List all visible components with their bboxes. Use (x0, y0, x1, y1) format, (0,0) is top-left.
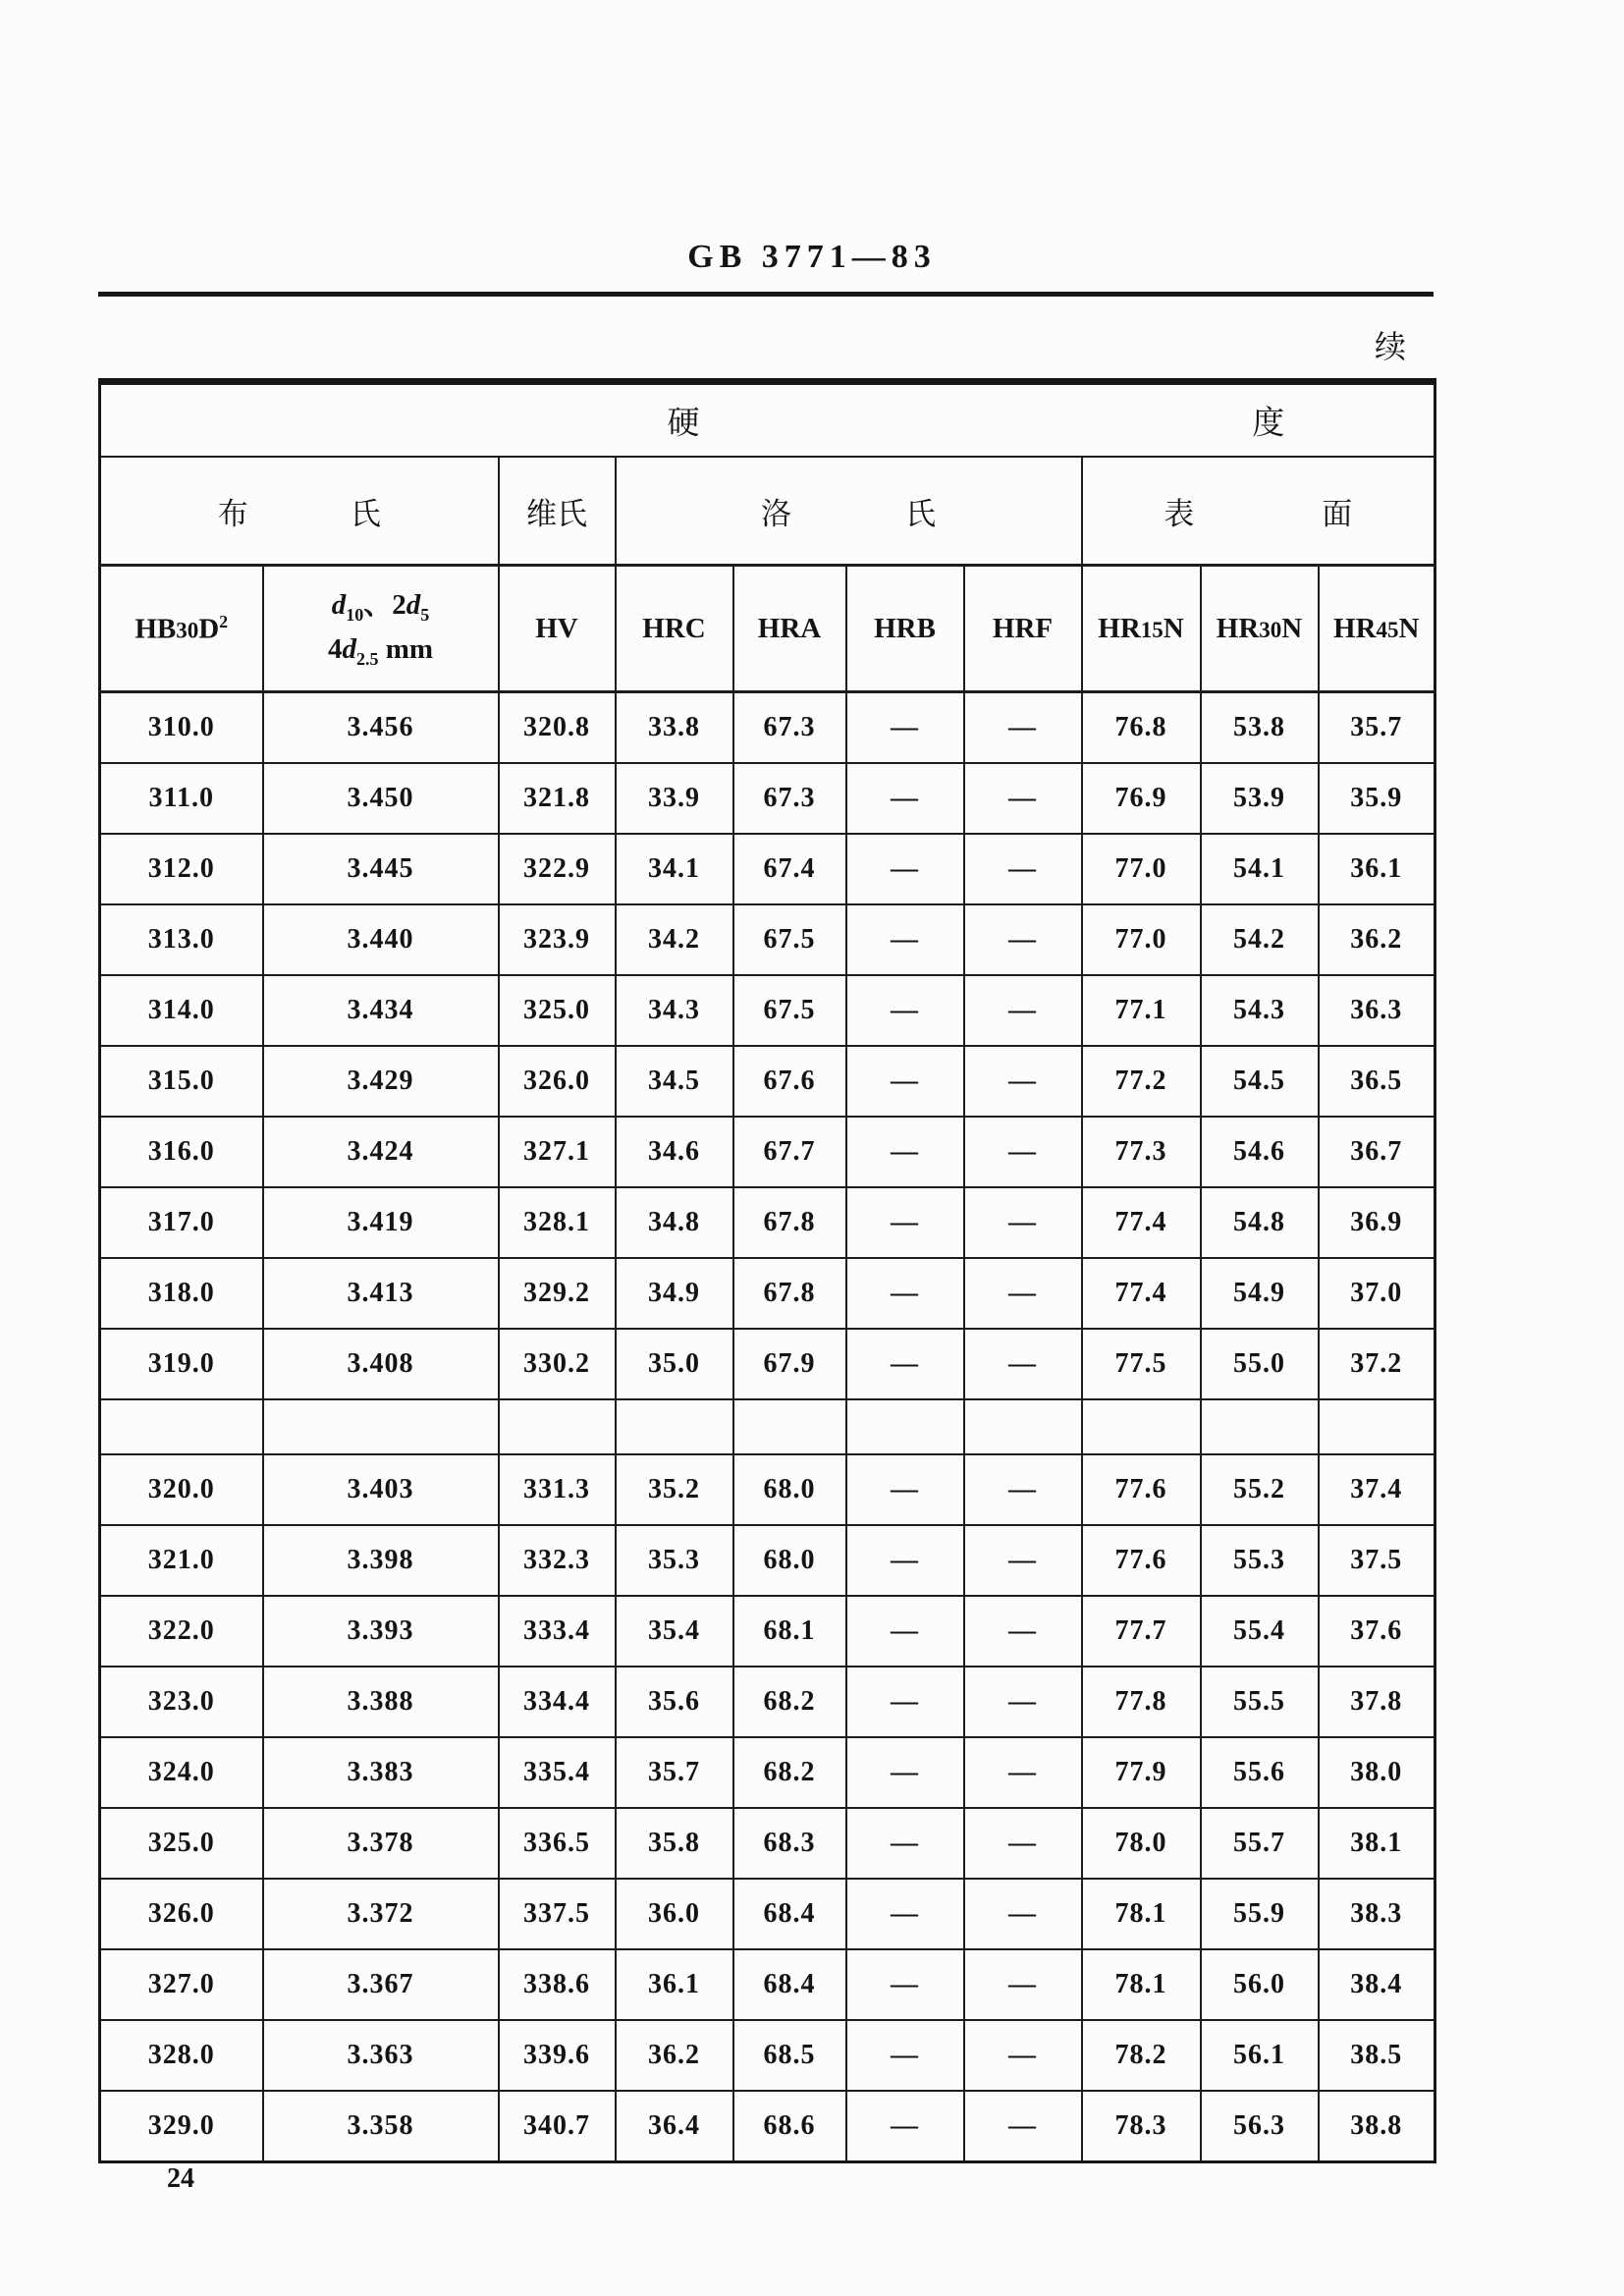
table-row (100, 1949, 1435, 2020)
cell-hr15n: 77.4 (1082, 1187, 1201, 1258)
table-row (100, 692, 1435, 764)
cell-hb: 318.0 (100, 1258, 263, 1329)
table-body (100, 692, 1435, 2162)
cell-hr45n: 37.8 (1319, 1667, 1435, 1737)
cell-d: 3.419 (263, 1187, 499, 1258)
cell-hrc (616, 1399, 733, 1454)
cell-hra: 67.6 (733, 1046, 846, 1117)
cell-hra: 68.2 (733, 1667, 846, 1737)
table-row (100, 1187, 1435, 1258)
cell-hr15n: 77.8 (1082, 1667, 1201, 1737)
cell-hr45n: 37.5 (1319, 1525, 1435, 1596)
cell-hr15n: 77.0 (1082, 904, 1201, 975)
column-header-hra: HRA (733, 566, 846, 692)
surface-char-1: 表 (1164, 496, 1195, 531)
cell-hrf: — (964, 1808, 1082, 1879)
cell-hrf: — (964, 2020, 1082, 2091)
cell-hb: 323.0 (100, 1667, 263, 1737)
cell-hr15n: 77.4 (1082, 1258, 1201, 1329)
cell-hr45n: 38.8 (1319, 2091, 1435, 2162)
cell-hr30n: 53.8 (1201, 692, 1319, 764)
cell-hrc: 34.9 (616, 1258, 733, 1329)
cell-hra: 68.4 (733, 1879, 846, 1949)
cell-hr45n: 37.6 (1319, 1596, 1435, 1667)
cell-hrf: — (964, 904, 1082, 975)
cell-hr30n: 55.7 (1201, 1808, 1319, 1879)
cell-hr45n: 38.4 (1319, 1949, 1435, 2020)
cell-hr15n: 77.3 (1082, 1117, 1201, 1187)
cell-hrb (846, 1399, 964, 1454)
cell-hrb: — (846, 1737, 964, 1808)
cell-hrc: 34.5 (616, 1046, 733, 1117)
column-header-hrf: HRF (964, 566, 1082, 692)
cell-hrb: — (846, 2020, 964, 2091)
cell-hr15n (1082, 1399, 1201, 1454)
table-row (100, 1329, 1435, 1399)
table-row (100, 1808, 1435, 1879)
cell-hrc: 36.2 (616, 2020, 733, 2091)
cell-hrb: — (846, 1117, 964, 1187)
cell-hr45n: 38.0 (1319, 1737, 1435, 1808)
cell-hr15n: 78.1 (1082, 1949, 1201, 2020)
cell-hrb: — (846, 1879, 964, 1949)
cell-hr45n: 35.9 (1319, 763, 1435, 834)
cell-hrf: — (964, 1879, 1082, 1949)
cell-hr45n: 36.9 (1319, 1187, 1435, 1258)
cell-hra: 67.8 (733, 1187, 846, 1258)
cell-hr45n: 38.1 (1319, 1808, 1435, 1879)
cell-hra: 68.1 (733, 1596, 846, 1667)
cell-hv: 321.8 (499, 763, 616, 834)
cell-hrc: 36.4 (616, 2091, 733, 2162)
cell-hra: 67.8 (733, 1258, 846, 1329)
cell-hrc: 35.7 (616, 1737, 733, 1808)
cell-hr30n: 55.3 (1201, 1525, 1319, 1596)
cell-hrb: — (846, 692, 964, 764)
cell-d: 3.408 (263, 1329, 499, 1399)
cell-d: 3.445 (263, 834, 499, 904)
cell-hv: 327.1 (499, 1117, 616, 1187)
cell-hb: 325.0 (100, 1808, 263, 1879)
cell-hra: 67.4 (733, 834, 846, 904)
cell-hra (733, 1399, 846, 1454)
table-row (100, 1667, 1435, 1737)
column-header-hr30n: HR30N (1201, 566, 1319, 692)
cell-d: 3.413 (263, 1258, 499, 1329)
cell-hrf: — (964, 1258, 1082, 1329)
cell-hr15n: 77.6 (1082, 1454, 1201, 1525)
cell-hrf: — (964, 1949, 1082, 2020)
cell-hrc: 34.3 (616, 975, 733, 1046)
cell-hb: 314.0 (100, 975, 263, 1046)
cell-hr30n: 54.9 (1201, 1258, 1319, 1329)
cell-hr15n: 77.9 (1082, 1737, 1201, 1808)
table-row (100, 1399, 1435, 1454)
cell-hra: 67.5 (733, 975, 846, 1046)
cell-hr15n: 76.9 (1082, 763, 1201, 834)
cell-hv: 340.7 (499, 2091, 616, 2162)
brinell-char-2: 氏 (350, 496, 381, 531)
cell-d: 3.378 (263, 1808, 499, 1879)
group-header-surface (1082, 457, 1435, 566)
cell-hr30n: 54.6 (1201, 1117, 1319, 1187)
cell-hb: 310.0 (100, 692, 263, 764)
cell-hv: 326.0 (499, 1046, 616, 1117)
cell-hrb: — (846, 1949, 964, 2020)
hardness-char: 硬 (667, 406, 700, 442)
cell-hra: 67.5 (733, 904, 846, 975)
cell-hr15n: 77.2 (1082, 1046, 1201, 1117)
group-header-vickers: 维氏 (499, 457, 616, 566)
cell-hr30n: 54.1 (1201, 834, 1319, 904)
table-row-column-headers (100, 566, 1435, 692)
cell-hv: 333.4 (499, 1596, 616, 1667)
cell-d: 3.372 (263, 1879, 499, 1949)
cell-hr30n: 54.2 (1201, 904, 1319, 975)
cell-hrb: — (846, 904, 964, 975)
cell-d: 3.393 (263, 1596, 499, 1667)
cell-hrf: — (964, 1596, 1082, 1667)
cell-hrf: — (964, 1187, 1082, 1258)
cell-hr45n: 36.3 (1319, 975, 1435, 1046)
cell-hrf: — (964, 1046, 1082, 1117)
cell-d: 3.450 (263, 763, 499, 834)
cell-hra: 68.6 (733, 2091, 846, 2162)
cell-hr45n: 36.2 (1319, 904, 1435, 975)
table-row (100, 1525, 1435, 1596)
cell-hr45n: 35.7 (1319, 692, 1435, 764)
cell-hrc: 35.2 (616, 1454, 733, 1525)
cell-hra: 68.5 (733, 2020, 846, 2091)
cell-hr45n: 37.2 (1319, 1329, 1435, 1399)
cell-hr45n: 38.5 (1319, 2020, 1435, 2091)
cell-hr15n: 78.0 (1082, 1808, 1201, 1879)
cell-hr30n: 53.9 (1201, 763, 1319, 834)
group-header-brinell (100, 457, 499, 566)
cell-hb: 321.0 (100, 1525, 263, 1596)
cell-hr15n: 78.1 (1082, 1879, 1201, 1949)
cell-hv: 322.9 (499, 834, 616, 904)
cell-hrc: 34.2 (616, 904, 733, 975)
cell-d: 3.398 (263, 1525, 499, 1596)
rockwell-char-2: 氏 (905, 496, 936, 531)
cell-hra: 68.2 (733, 1737, 846, 1808)
cell-hv: 335.4 (499, 1737, 616, 1808)
cell-hb: 317.0 (100, 1187, 263, 1258)
cell-hrc: 36.0 (616, 1879, 733, 1949)
cell-hr30n: 54.8 (1201, 1187, 1319, 1258)
cell-hrf: — (964, 1667, 1082, 1737)
cell-hb: 312.0 (100, 834, 263, 904)
cell-d: 3.440 (263, 904, 499, 975)
cell-hv: 338.6 (499, 1949, 616, 2020)
cell-hrc: 35.8 (616, 1808, 733, 1879)
cell-hb (100, 1399, 263, 1454)
table-row-hardness-degree (100, 382, 1435, 458)
cell-hra: 68.0 (733, 1525, 846, 1596)
cell-hrf: — (964, 975, 1082, 1046)
cell-hrb: — (846, 763, 964, 834)
cell-hr15n: 77.1 (1082, 975, 1201, 1046)
table-row (100, 975, 1435, 1046)
column-header-hr45n: HR45N (1319, 566, 1435, 692)
cell-hrc: 36.1 (616, 1949, 733, 2020)
cell-hr45n: 38.3 (1319, 1879, 1435, 1949)
cell-hr15n: 77.6 (1082, 1525, 1201, 1596)
cell-hra: 67.7 (733, 1117, 846, 1187)
cell-hrf (964, 1399, 1082, 1454)
cell-hrb: — (846, 834, 964, 904)
column-header-indent-diameter: $d_{10}$、$2d_5$ $4d_{2.5}$ mm (263, 566, 499, 692)
cell-hv: 331.3 (499, 1454, 616, 1525)
cell-hrc: 34.1 (616, 834, 733, 904)
cell-hv: 329.2 (499, 1258, 616, 1329)
cell-hrc: 35.3 (616, 1525, 733, 1596)
cell-hv: 325.0 (499, 975, 616, 1046)
cell-hr30n: 55.2 (1201, 1454, 1319, 1525)
cell-hra: 67.3 (733, 763, 846, 834)
cell-hrb: — (846, 1596, 964, 1667)
table-row (100, 904, 1435, 975)
cell-d: 3.424 (263, 1117, 499, 1187)
cell-hrf: — (964, 1525, 1082, 1596)
cell-hra: 67.3 (733, 692, 846, 764)
cell-hrb: — (846, 1258, 964, 1329)
table-row (100, 2020, 1435, 2091)
table-row (100, 1117, 1435, 1187)
cell-hrc: 33.8 (616, 692, 733, 764)
cell-hb: 319.0 (100, 1329, 263, 1399)
cell-hr45n: 36.1 (1319, 834, 1435, 904)
cell-d: 3.456 (263, 692, 499, 764)
cell-hrf: — (964, 1329, 1082, 1399)
cell-hrf: — (964, 834, 1082, 904)
cell-d: 3.434 (263, 975, 499, 1046)
cell-hb: 328.0 (100, 2020, 263, 2091)
cell-hrf: — (964, 763, 1082, 834)
cell-hr15n: 76.8 (1082, 692, 1201, 764)
cell-hv: 339.6 (499, 2020, 616, 2091)
continued-label: 续 (1375, 329, 1407, 364)
cell-hr30n (1201, 1399, 1319, 1454)
cell-hrb: — (846, 1329, 964, 1399)
cell-hrb: — (846, 1525, 964, 1596)
degree-char: 度 (1252, 406, 1285, 442)
cell-hrb: — (846, 1808, 964, 1879)
cell-hr30n: 55.4 (1201, 1596, 1319, 1667)
cell-hv: 328.1 (499, 1187, 616, 1258)
cell-hb: 326.0 (100, 1879, 263, 1949)
cell-d: 3.383 (263, 1737, 499, 1808)
rockwell-char-1: 洛 (761, 496, 791, 531)
column-header-hv: HV (499, 566, 616, 692)
surface-char-2: 面 (1322, 496, 1353, 531)
cell-hr45n: 37.0 (1319, 1258, 1435, 1329)
table-row (100, 834, 1435, 904)
cell-hrc: 34.8 (616, 1187, 733, 1258)
cell-d: 3.429 (263, 1046, 499, 1117)
cell-hrb: — (846, 1187, 964, 1258)
cell-hr15n: 77.7 (1082, 1596, 1201, 1667)
table-row (100, 763, 1435, 834)
cell-hrb: — (846, 2091, 964, 2162)
cell-hr30n: 56.1 (1201, 2020, 1319, 2091)
cell-hrb: — (846, 1667, 964, 1737)
cell-hrf: — (964, 1737, 1082, 1808)
cell-hr45n: 36.5 (1319, 1046, 1435, 1117)
column-header-hr15n: HR15N (1082, 566, 1201, 692)
cell-hr30n: 55.5 (1201, 1667, 1319, 1737)
cell-hra: 68.0 (733, 1454, 846, 1525)
column-header-hb30d2: $HB30D^2$ (100, 566, 263, 692)
cell-hrb: — (846, 1454, 964, 1525)
cell-hr45n (1319, 1399, 1435, 1454)
cell-hra: 68.4 (733, 1949, 846, 2020)
hardness-degree-cell (100, 382, 1435, 458)
table-row-scale-groups (100, 457, 1435, 566)
cell-hr30n: 55.0 (1201, 1329, 1319, 1399)
cell-hrc: 34.6 (616, 1117, 733, 1187)
cell-d: 3.363 (263, 2020, 499, 2091)
cell-hv (499, 1399, 616, 1454)
cell-d: 3.403 (263, 1454, 499, 1525)
cell-hb: 329.0 (100, 2091, 263, 2162)
cell-hrf: — (964, 1117, 1082, 1187)
column-header-hrc: HRC (616, 566, 733, 692)
cell-hb: 316.0 (100, 1117, 263, 1187)
cell-hb: 313.0 (100, 904, 263, 975)
cell-hb: 311.0 (100, 763, 263, 834)
cell-hr15n: 78.3 (1082, 2091, 1201, 2162)
cell-hb: 322.0 (100, 1596, 263, 1667)
cell-hrb: — (846, 1046, 964, 1117)
cell-hrc: 33.9 (616, 763, 733, 834)
cell-hr30n: 55.9 (1201, 1879, 1319, 1949)
cell-hra: 67.9 (733, 1329, 846, 1399)
cell-d (263, 1399, 499, 1454)
cell-hr30n: 54.5 (1201, 1046, 1319, 1117)
group-header-rockwell (616, 457, 1082, 566)
table-row (100, 1737, 1435, 1808)
cell-hr15n: 77.5 (1082, 1329, 1201, 1399)
cell-hr30n: 54.3 (1201, 975, 1319, 1046)
title-rule (98, 292, 1434, 297)
cell-hr45n: 37.4 (1319, 1454, 1435, 1525)
cell-d: 3.388 (263, 1667, 499, 1737)
cell-hr45n: 36.7 (1319, 1117, 1435, 1187)
cell-d: 3.358 (263, 2091, 499, 2162)
cell-hrf: — (964, 2091, 1082, 2162)
cell-hv: 330.2 (499, 1329, 616, 1399)
cell-hv: 334.4 (499, 1667, 616, 1737)
page-number: 24 (167, 2163, 194, 2194)
cell-hv: 337.5 (499, 1879, 616, 1949)
cell-hb: 324.0 (100, 1737, 263, 1808)
cell-hrc: 35.6 (616, 1667, 733, 1737)
cell-hb: 315.0 (100, 1046, 263, 1117)
cell-hv: 320.8 (499, 692, 616, 764)
cell-hv: 332.3 (499, 1525, 616, 1596)
cell-hr15n: 77.0 (1082, 834, 1201, 904)
cell-hra: 68.3 (733, 1808, 846, 1879)
cell-hb: 320.0 (100, 1454, 263, 1525)
cell-hr30n: 56.0 (1201, 1949, 1319, 2020)
cell-hrc: 35.0 (616, 1329, 733, 1399)
doc-title: GB 3771—83 (687, 239, 937, 275)
table-row (100, 1046, 1435, 1117)
brinell-char-1: 布 (217, 496, 248, 531)
cell-hr30n: 56.3 (1201, 2091, 1319, 2162)
cell-hrf: — (964, 692, 1082, 764)
cell-hrc: 35.4 (616, 1596, 733, 1667)
table-row (100, 1454, 1435, 1525)
table-row (100, 2091, 1435, 2162)
table-row (100, 1596, 1435, 1667)
table-row (100, 1258, 1435, 1329)
cell-hv: 336.5 (499, 1808, 616, 1879)
cell-hr15n: 78.2 (1082, 2020, 1201, 2091)
hardness-conversion-table (98, 378, 1436, 2163)
cell-hb: 327.0 (100, 1949, 263, 2020)
cell-hr30n: 55.6 (1201, 1737, 1319, 1808)
cell-hrb: — (846, 975, 964, 1046)
cell-hv: 323.9 (499, 904, 616, 975)
cell-hrf: — (964, 1454, 1082, 1525)
table-row (100, 1879, 1435, 1949)
column-header-hrb: HRB (846, 566, 964, 692)
cell-d: 3.367 (263, 1949, 499, 2020)
